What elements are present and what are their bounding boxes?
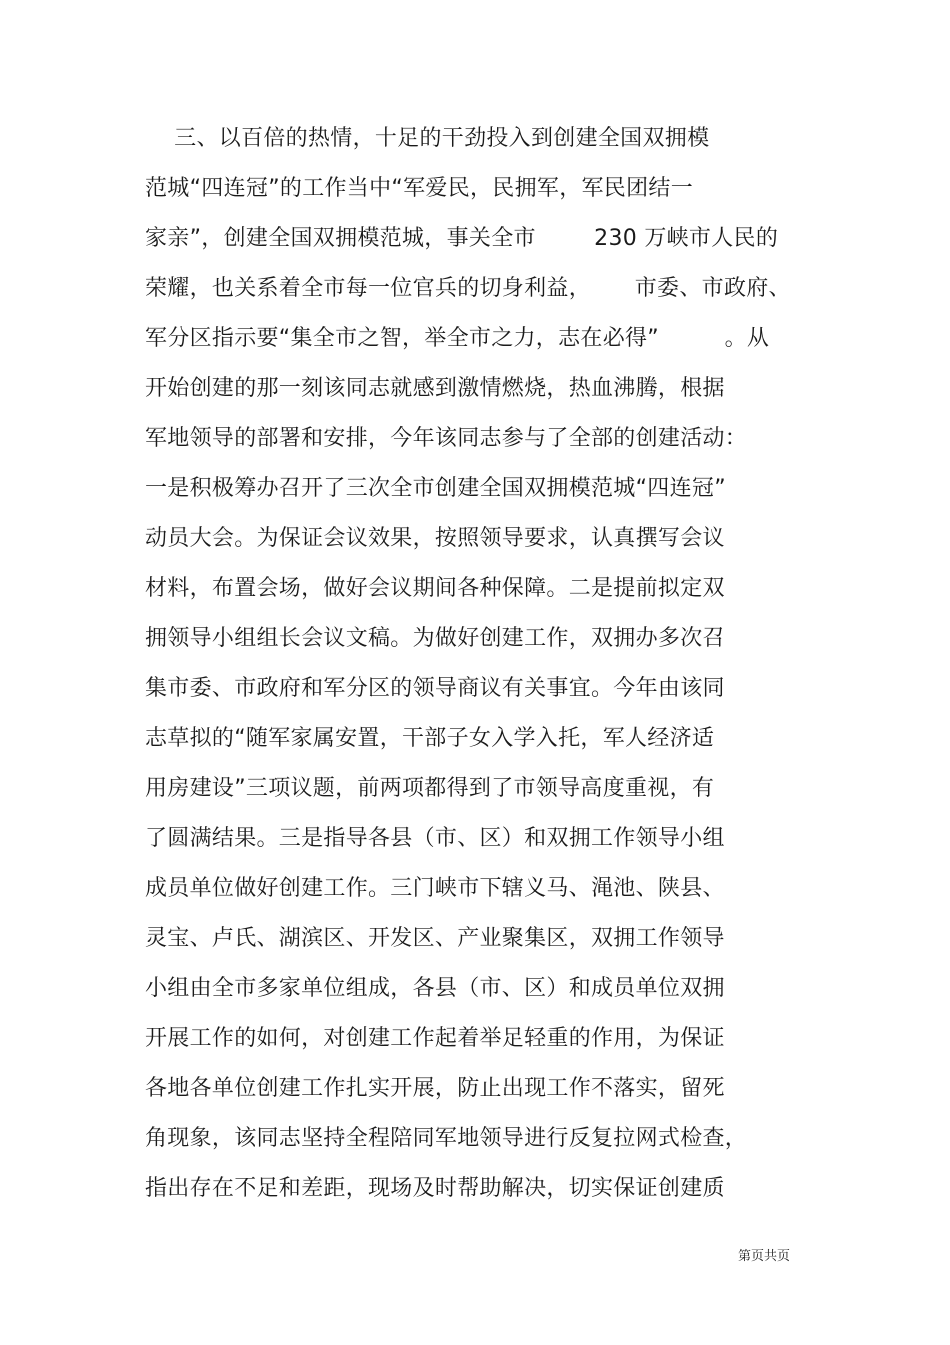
body-text-line: 范城“四连冠”的工作当中“军爱民，民拥军，军民团结一 [145,176,693,201]
body-text-line: 用房建设”三项议题，前两项都得到了市领导高度重视，有 [145,776,715,801]
page-footer: 第页共页 [738,1249,791,1264]
body-text-line: 军分区指示要“集全市之智，举全市之力，志在必得” 。从 [145,326,770,351]
body-text-line: 了圆满结果。三是指导各县（市、区）和双拥工作领导小组 [145,826,725,851]
body-text-line: 三、以百倍的热情，十足的干劲投入到创建全国双拥模 [145,126,710,151]
body-text-line: 各地各单位创建工作扎实开展，防止出现工作不落实，留死 [145,1076,725,1101]
body-text-line: 灵宝、卢氏、湖滨区、开发区、产业聚集区，双拥工作领导 [145,926,725,951]
body-text-line: 材料，布置会场，做好会议期间各种保障。二是提前拟定双 [145,576,725,601]
body-text-line: 志草拟的“随军家属安置，干部子女入学入托，军人经济适 [145,726,715,751]
body-text-line: 一是积极筹办召开了三次全市创建全国双拥模范城“四连冠” [145,476,726,501]
body-text-line: 动员大会。为保证会议效果，按照领导要求，认真撰写会议 [145,526,725,551]
body-text-line: 开始创建的那一刻该同志就感到激情燃烧，热血沸腾，根据 [145,376,725,401]
body-text-line: 成员单位做好创建工作。三门峡市下辖义马、渑池、陕县、 [145,876,725,901]
body-text-line: 集市委、市政府和军分区的领导商议有关事宜。今年由该同 [145,676,725,701]
body-text-line: 角现象，该同志坚持全程陪同军地领导进行反复拉网式检查， [145,1126,748,1151]
body-text-line: 军地领导的部署和安排，今年该同志参与了全部的创建活动： [145,426,748,451]
body-text-line: 开展工作的如何，对创建工作起着举足轻重的作用，为保证 [145,1026,725,1051]
body-text-line: 家亲”，创建全国双拥模范城，事关全市 230 万峡市人民的 [145,226,779,251]
body-text-line: 指出存在不足和差距，现场及时帮助解决，切实保证创建质 [145,1176,725,1201]
body-text-line: 荣耀，也关系着全市每一位官兵的切身利益， 市委、市政府、 [145,276,791,301]
body-text-line: 小组由全市多家单位组成，各县（市、区）和成员单位双拥 [145,976,725,1001]
body-text-line: 拥领导小组组长会议文稿。为做好创建工作，双拥办多次召 [145,626,725,651]
